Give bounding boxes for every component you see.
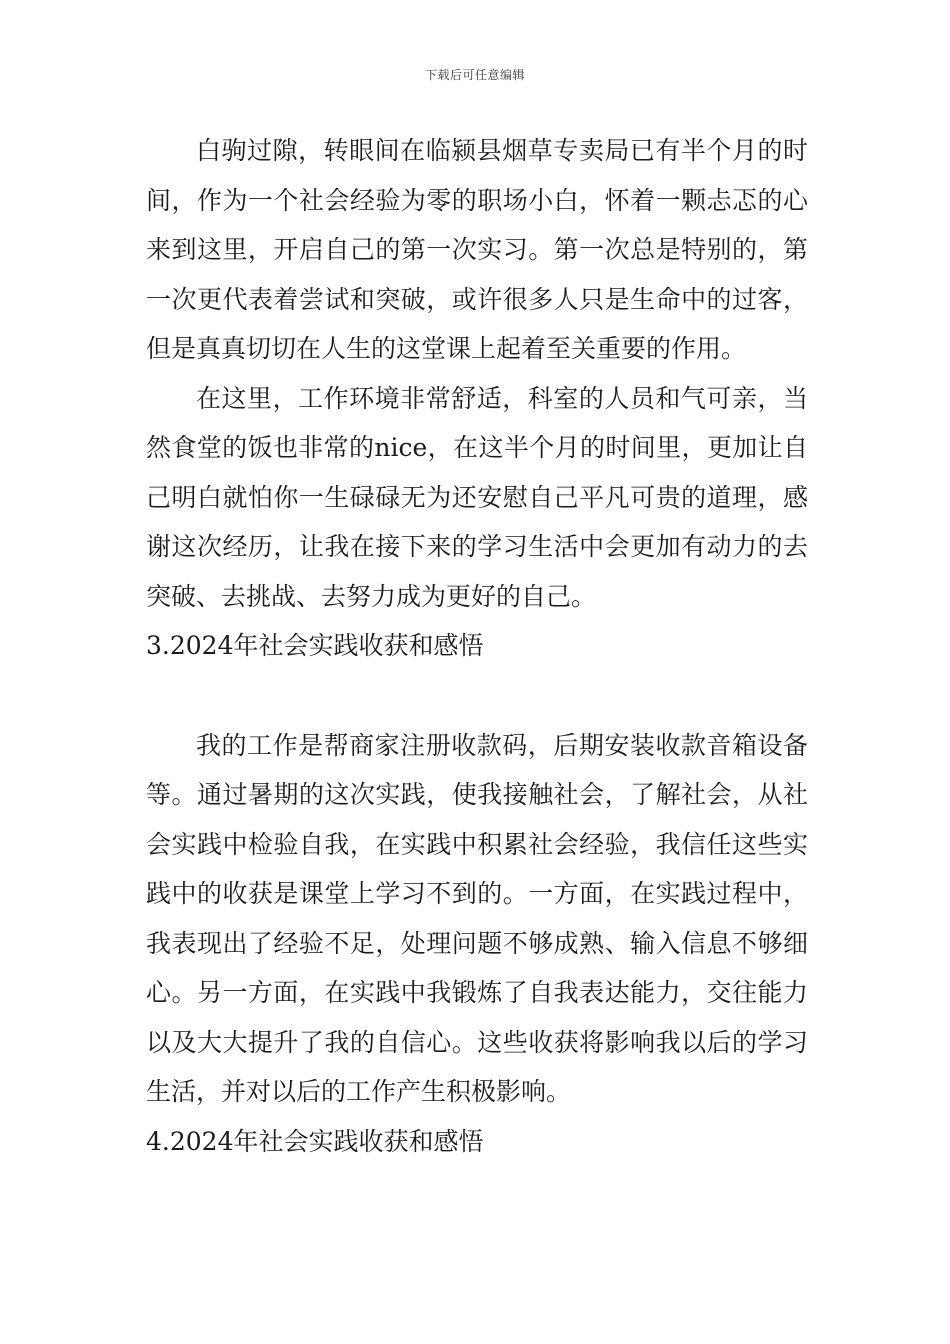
paragraph-1: 白驹过隙，转眼间在临颍县烟草专卖局已有半个月的时间，作为一个社会经验为零的职场小白，怀着一颗忐忑的心来到这里，开启自己的第一次实习。第一次总是特别的，第一次更代表着尝试和突破，或许很多人只是生命中的过客，但是真真切切在人生的这堂课上起着至关重要的作用。 bbox=[146, 136, 808, 363]
section-heading-4: 4.2024年社会实践收获和感悟 bbox=[146, 1126, 484, 1156]
paragraph-3: 我的工作是帮商家注册收款码，后期安装收款音箱设备等。通过暑期的这次实践，使我接触社会，了解社会，从社会实践中检验自我，在实践中积累社会经验，我信任这些实践中的收获是课堂上学习不到的。一方面，在实践过程中，我表现出了经验不足，处理问题不够成熟、输入信息不够细心。另一方面，在实践中我锻炼了自我表达能力，交往能力以及大大提升了我的自信心。这些收获将影响我以后的学习生活，并对以后的工作产生积极影响。 bbox=[146, 730, 808, 1106]
document-body bbox=[146, 126, 808, 1166]
blank-line bbox=[146, 671, 808, 721]
paragraph-2: 在这里，工作环境非常舒适，科室的人员和气可亲，当然食堂的饭也非常的nice，在这半个月的时间里，更加让自己明白就怕你一生碌碌无为还安慰自己平凡可贵的道理，感谢这次经历，让我在接下来的学习生活中会更加有动力的去突破、去挑战、去努力成为更好的自己。 bbox=[146, 383, 808, 611]
header-note: 下载后可任意编辑 bbox=[424, 68, 525, 82]
section-heading-3: 3.2024年社会实践收获和感悟 bbox=[146, 631, 484, 660]
